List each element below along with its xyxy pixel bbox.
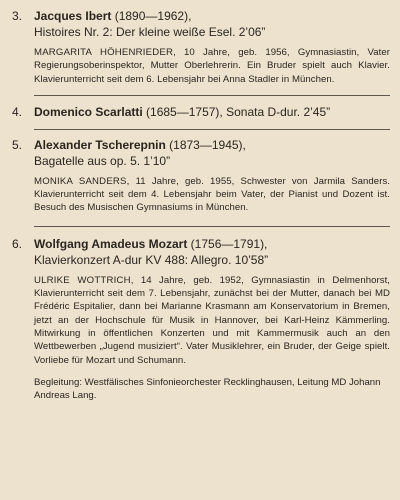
accompaniment-note: Begleitung: Westfälisches Sinfonieorchester Recklinghausen, Leitung MD Johann Andreas Lang. xyxy=(34,376,381,402)
item-headline xyxy=(34,236,390,252)
section-divider xyxy=(34,226,390,227)
composer-dates-and-work: (1685—1757), Sonata D-dur. 2’45” xyxy=(142,104,331,119)
performer-bio xyxy=(34,175,390,215)
item-headline xyxy=(34,8,390,24)
item-headline xyxy=(34,137,390,153)
composer-dates: (1890—1962), xyxy=(111,9,192,23)
performer-name: MARGARITA HÖHENRIEDER xyxy=(34,47,174,58)
performer-bio xyxy=(34,46,390,86)
section-divider xyxy=(34,95,390,96)
performer-bio-text: , 14 Jahre, geb. 1952, Gymnasiastin in Delmenhorst, Klavierunterricht seit dem 7. Lebensjahr, zunächst bei der Mutter, danach bei MD Frédéric Espitalier, dann bei Marianne Krasmann am Konservatorium in Bremen, jetzt an der Hochschule für Musik in Hannover, bei Karl-Heinz Kämmerling. Mitwirkung in öffentlichen Konzerten und mit Kammermusik auch an den Wettbewerben „Jugend musiziert“. Vater Musiklehrer, ein Bruder, der Geige spielt. Vorliebe für Mozart und Schumann. xyxy=(34,274,390,366)
performer-bio-text: , 10 Jahre, geb. 1956, Gymnasiastin, Vater Regierungsoberinspektor, Mutter Oberlehrerin. Ein Bruder spielt auch Klavier. Klavierunterricht seit dem 6. Lebensjahr bei Anna Stadler in München. xyxy=(34,47,390,85)
program-item-5 xyxy=(10,137,390,215)
item-headline xyxy=(34,104,390,120)
item-number: 6. xyxy=(12,236,23,251)
item-number: 5. xyxy=(12,137,23,152)
performer-bio xyxy=(34,274,390,367)
performer-name: MONIKA SANDERS xyxy=(34,175,127,187)
work-title: Klavierkonzert A-dur KV 488: Allegro. 10’58” xyxy=(34,252,269,267)
composer-name: Domenico Scarlatti xyxy=(34,104,143,119)
program-item-4 xyxy=(10,104,390,120)
section-divider xyxy=(34,129,390,130)
composer-name: Wolfgang Amadeus Mozart xyxy=(34,236,188,251)
composer-dates: (1756—1791), xyxy=(187,236,268,251)
work-title: Bagatelle aus op. 5. 1’10” xyxy=(34,153,171,168)
item-number: 3. xyxy=(12,9,23,23)
program-item-6 xyxy=(10,236,390,403)
performer-name: ULRIKE WOTTRICH xyxy=(34,274,131,286)
work-title: Histoires Nr. 2: Der kleine weiße Esel. 2’06” xyxy=(34,25,266,39)
program-item-3 xyxy=(10,8,390,86)
composer-name: Alexander Tscherepnin xyxy=(34,137,166,152)
item-number: 4. xyxy=(12,104,23,119)
performer-bio-text: , 11 Jahre, geb. 1955, Schwester von Jarmila Sanders. Klavierunterricht seit dem 4. Lebensjahr beim Vater, der Pianist und Dozent ist. Besuch des Musischen Gymnasiums in München. xyxy=(34,175,391,214)
composer-dates: (1873—1945), xyxy=(165,137,246,152)
composer-name: Jacques Ibert xyxy=(34,9,112,23)
